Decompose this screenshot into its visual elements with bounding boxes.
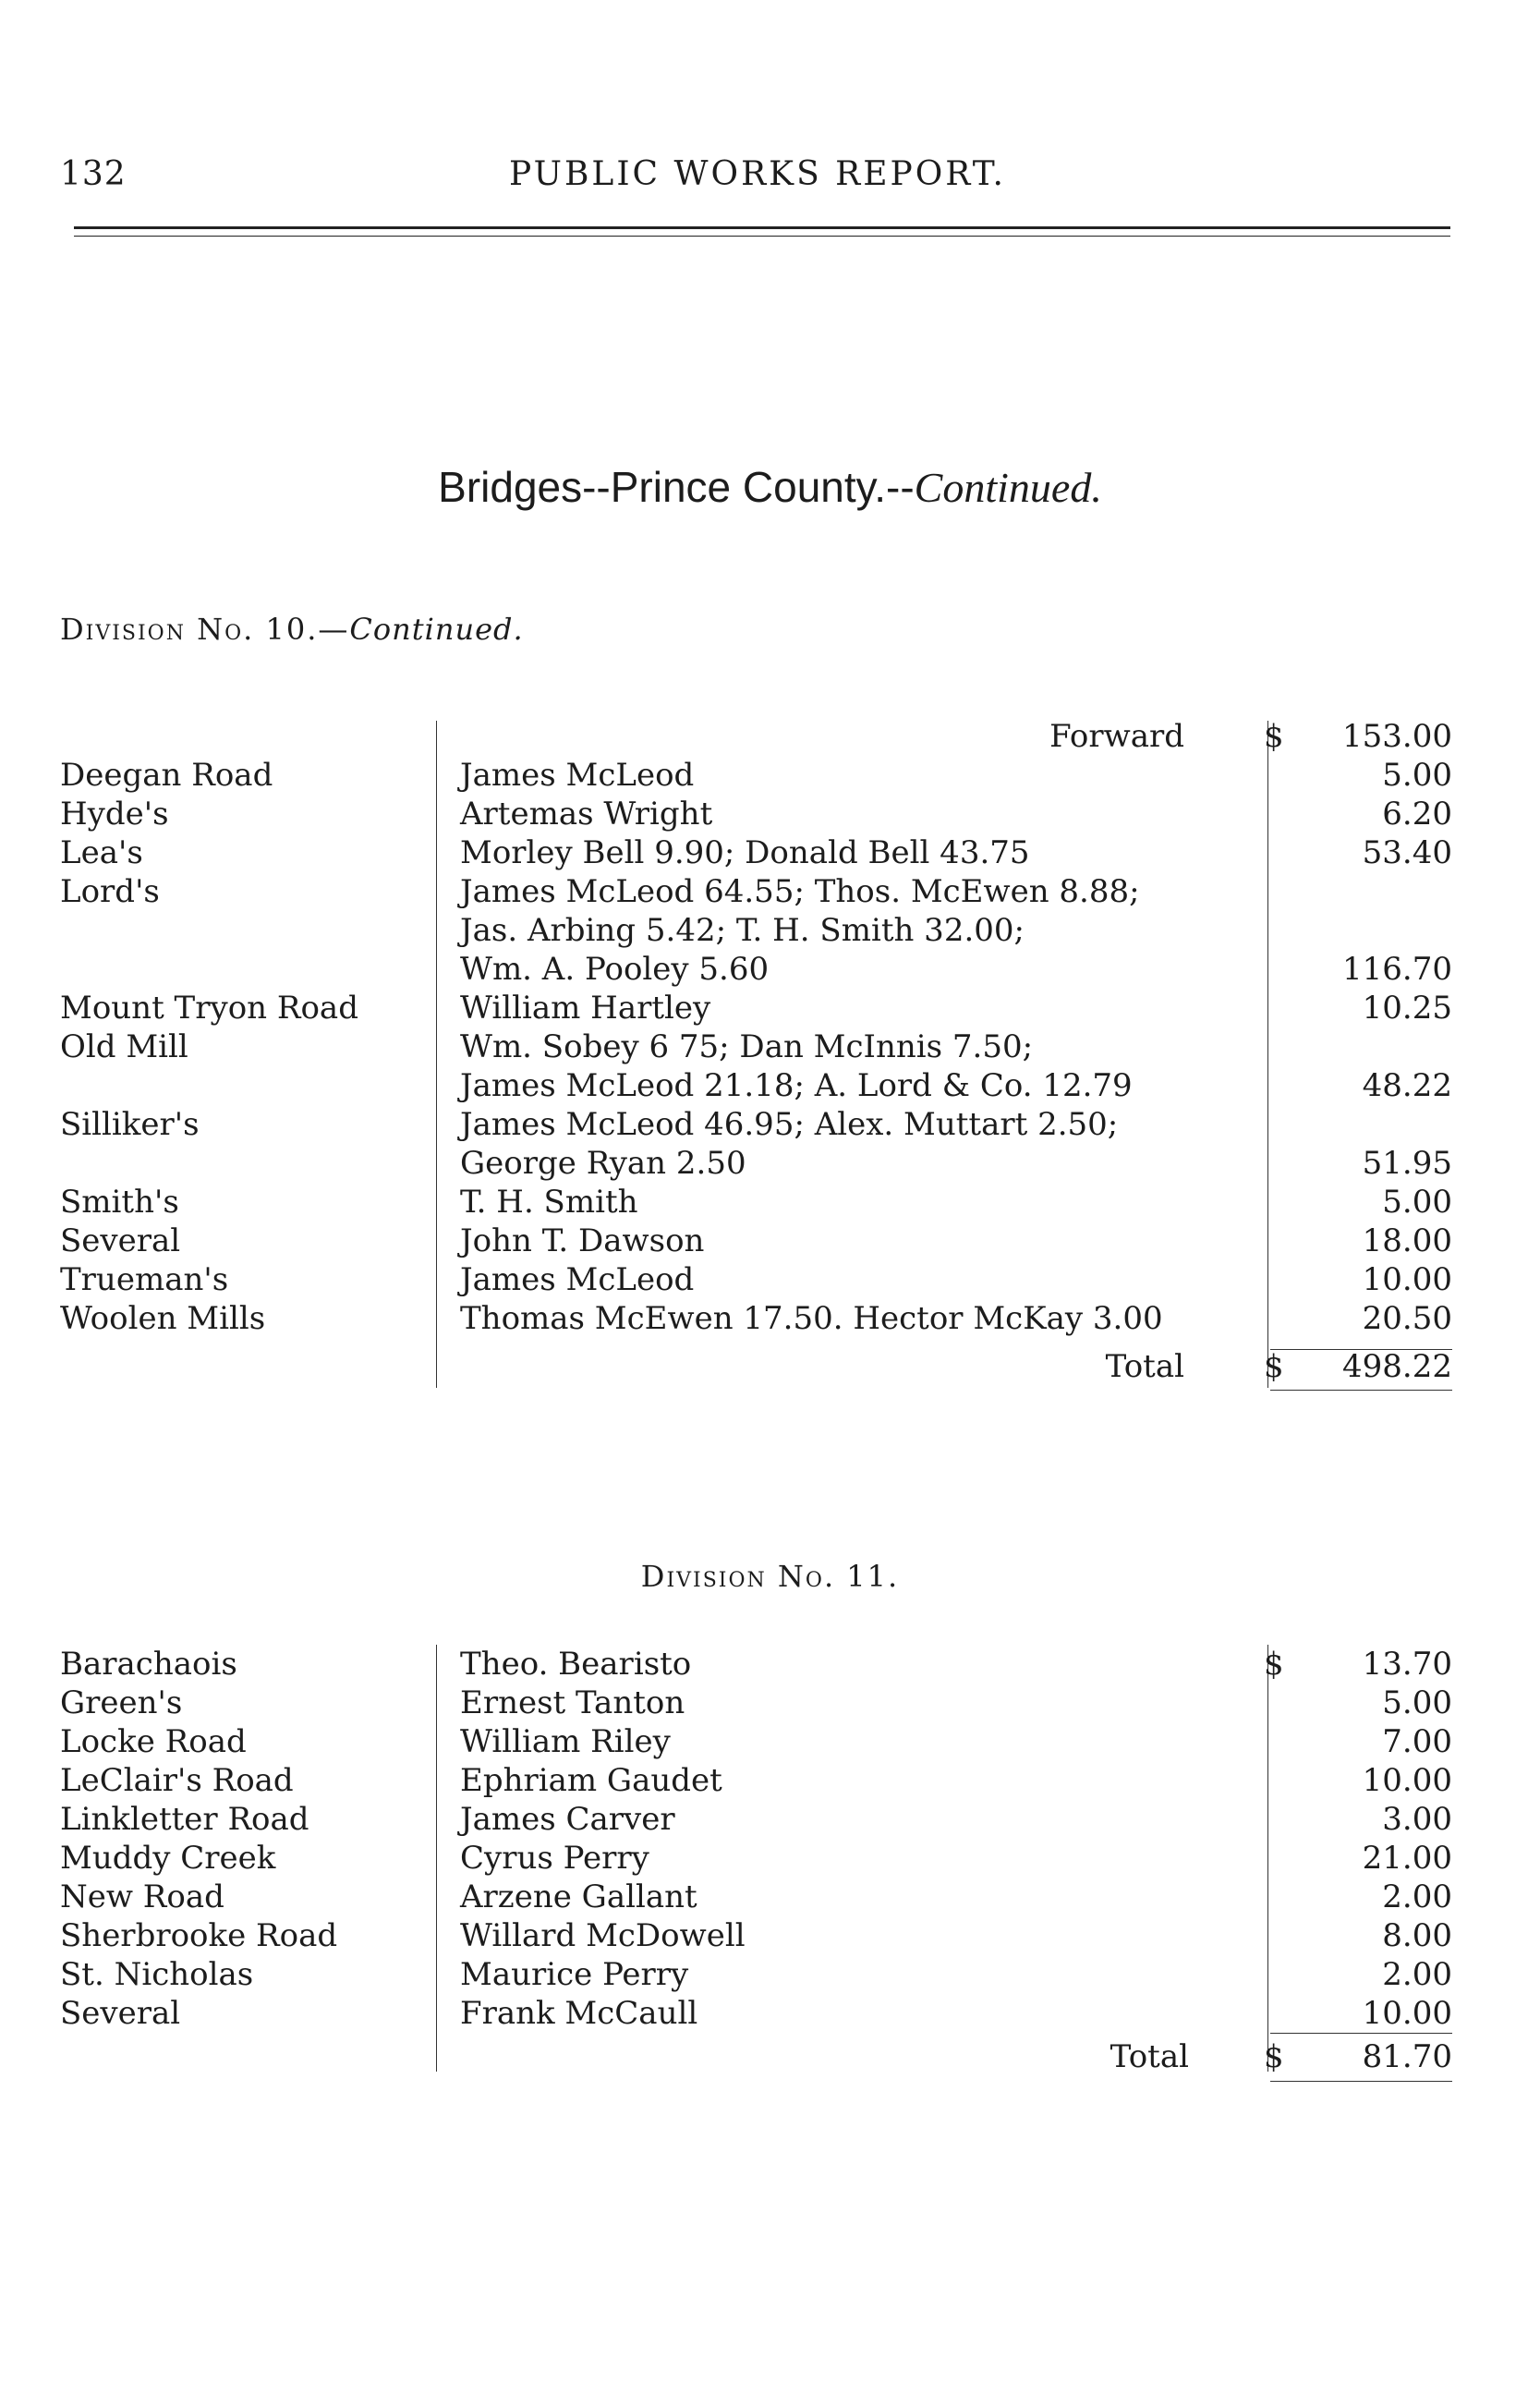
table-row [0, 1183, 1540, 1222]
payee-cell: Arzene Gallant [460, 1878, 697, 1915]
amount-cell: 53.40 [1362, 834, 1452, 871]
amount-cell: 3.00 [1382, 1801, 1452, 1838]
dollar-sign: $ [1264, 718, 1284, 755]
amount-cell: 51.95 [1362, 1145, 1452, 1182]
forward-amount: 153.00 [1342, 718, 1452, 755]
amount-cell: 20.50 [1362, 1300, 1452, 1337]
place-cell: Lea's [60, 834, 143, 871]
payee-cell: William Hartley [460, 990, 711, 1027]
table-row [0, 1800, 1540, 1839]
header-rule [74, 226, 1450, 237]
place-cell: New Road [60, 1878, 224, 1915]
payee-cell: James McLeod 64.55; Thos. McEwen 8.88; [460, 873, 1140, 910]
place-cell: Green's [60, 1684, 183, 1721]
division-10-title [60, 612, 524, 647]
payee-cell: T. H. Smith [460, 1184, 638, 1221]
amount-cell: 5.00 [1382, 1684, 1452, 1721]
place-cell: Mount Tryon Road [60, 990, 358, 1027]
payee-cell: Wm. Sobey 6 75; Dan McInnis 7.50; [460, 1028, 1034, 1065]
amount-cell: 2.00 [1382, 1956, 1452, 1993]
payee-cell: Jas. Arbing 5.42; T. H. Smith 32.00; [460, 912, 1025, 949]
amount-cell: 10.00 [1362, 1261, 1452, 1298]
division-10-title-main: Division No. 10.— [60, 612, 350, 647]
place-cell: Locke Road [60, 1723, 247, 1760]
dollar-sign: $ [1264, 2038, 1284, 2075]
table-row [0, 1955, 1540, 1994]
place-cell: Muddy Creek [60, 1840, 276, 1877]
table-row [0, 989, 1540, 1027]
place-cell: Barachaois [60, 1646, 237, 1683]
payee-cell: Ephriam Gaudet [460, 1762, 722, 1799]
table-row [0, 911, 1540, 950]
amount-cell: 2.00 [1382, 1878, 1452, 1915]
total-label: Total [1110, 2038, 1189, 2075]
place-cell: Lord's [60, 873, 160, 910]
table-row [0, 1105, 1540, 1144]
amount-cell: 5.00 [1382, 757, 1452, 794]
payee-cell: Frank McCaull [460, 1995, 698, 2032]
total-amount: 81.70 [1362, 2038, 1452, 2075]
place-cell: Old Mill [60, 1028, 188, 1065]
table-row [0, 1761, 1540, 1800]
running-head [60, 155, 1455, 201]
total-row [0, 2037, 1540, 2076]
division-11-title: Division No. 11. [640, 1559, 900, 1594]
table-row [0, 1684, 1540, 1722]
table-row [0, 795, 1540, 833]
place-cell: St. Nicholas [60, 1956, 254, 1993]
payee-cell: James McLeod [460, 757, 695, 794]
running-title: PUBLIC WORKS REPORT. [509, 155, 1006, 193]
payee-cell: James Carver [460, 1801, 675, 1838]
payee-cell: Morley Bell 9.90; Donald Bell 43.75 [460, 834, 1030, 871]
amount-cell: 48.22 [1362, 1067, 1452, 1104]
place-cell: Several [60, 1995, 181, 2032]
forward-label: Forward [1049, 718, 1184, 755]
amount-cell: 6.20 [1382, 796, 1452, 833]
amount-cell: 21.00 [1362, 1840, 1452, 1877]
total-row [0, 1347, 1540, 1386]
table-row [0, 1144, 1540, 1183]
table-row [0, 1027, 1540, 1066]
place-cell: Deegan Road [60, 757, 273, 794]
table-row [0, 1839, 1540, 1878]
payee-cell: William Riley [460, 1723, 671, 1760]
place-cell: Linkletter Road [60, 1801, 309, 1838]
place-cell: Woolen Mills [60, 1300, 266, 1337]
payee-cell: Ernest Tanton [460, 1684, 685, 1721]
payee-cell: Cyrus Perry [460, 1840, 649, 1877]
dollar-sign: $ [1264, 1348, 1284, 1385]
section-title-continued: Continued. [914, 464, 1102, 511]
amount-cell: 10.00 [1362, 1995, 1452, 2032]
amount-cell: 116.70 [1342, 951, 1452, 988]
payee-cell: James McLeod 21.18; A. Lord & Co. 12.79 [460, 1067, 1133, 1104]
amount-cell: 5.00 [1382, 1184, 1452, 1221]
total-label: Total [1105, 1348, 1184, 1385]
sum-rule [1270, 2033, 1452, 2034]
table-row [0, 1878, 1540, 1916]
payee-cell: Maurice Perry [460, 1956, 689, 1993]
table-row [0, 1916, 1540, 1955]
amount-cell: 7.00 [1382, 1723, 1452, 1760]
payee-cell: Artemas Wright [460, 796, 713, 833]
table-row [0, 1722, 1540, 1761]
place-cell: LeClair's Road [60, 1762, 294, 1799]
place-cell: Trueman's [60, 1261, 229, 1298]
total-amount: 498.22 [1342, 1348, 1452, 1385]
section-title-main: Bridges--Prince County.-- [438, 463, 915, 511]
page-number: 132 [60, 155, 127, 193]
table-row [0, 1260, 1540, 1299]
payee-cell: Willard McDowell [460, 1917, 746, 1954]
table-row [0, 1066, 1540, 1105]
table-row [0, 756, 1540, 795]
payee-cell: Thomas McEwen 17.50. Hector McKay 3.00 [460, 1300, 1163, 1337]
payee-cell: Wm. A. Pooley 5.60 [460, 951, 770, 988]
table-row [0, 1222, 1540, 1260]
forward-row [0, 717, 1540, 756]
table-row [0, 872, 1540, 911]
amount-cell: 10.25 [1362, 990, 1452, 1027]
place-cell: Smith's [60, 1184, 179, 1221]
amount-cell: 10.00 [1362, 1762, 1452, 1799]
payee-cell: Theo. Bearisto [460, 1646, 692, 1683]
payee-cell: John T. Dawson [460, 1222, 705, 1259]
table-row [0, 1994, 1540, 2033]
place-cell: Silliker's [60, 1106, 200, 1143]
amount-cell: 8.00 [1382, 1917, 1452, 1954]
payee-cell: James McLeod 46.95; Alex. Muttart 2.50; [460, 1106, 1119, 1143]
amount-cell: 18.00 [1362, 1222, 1452, 1259]
payee-cell: George Ryan 2.50 [460, 1145, 746, 1182]
place-cell: Sherbrooke Road [60, 1917, 338, 1954]
total-underline [1270, 1390, 1452, 1391]
amount-cell: 13.70 [1362, 1646, 1452, 1683]
table-row [0, 950, 1540, 989]
place-cell: Several [60, 1222, 181, 1259]
payee-cell: James McLeod [460, 1261, 695, 1298]
total-underline [1270, 2081, 1452, 2082]
table-row [0, 1645, 1540, 1684]
place-cell: Hyde's [60, 796, 169, 833]
dollar-sign: $ [1264, 1646, 1284, 1683]
table-row [0, 1299, 1540, 1338]
section-title [0, 462, 1540, 512]
table-row [0, 833, 1540, 872]
division-10-title-continued: Continued. [349, 612, 524, 647]
